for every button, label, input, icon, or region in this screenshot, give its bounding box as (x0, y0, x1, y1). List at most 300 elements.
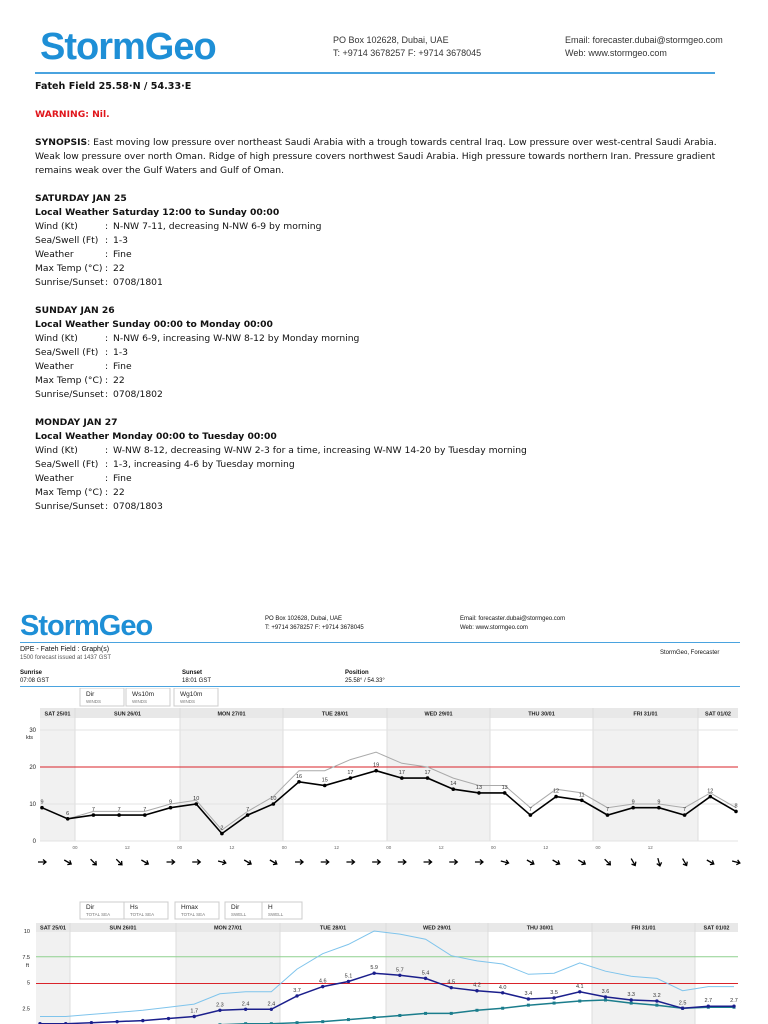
wind-dir-arrow-icon (577, 858, 586, 866)
forecast-row-sep: : (105, 487, 109, 498)
ws10m-point (40, 806, 44, 810)
hour-tick-label: 12 (438, 845, 444, 850)
hs-point (707, 1004, 710, 1007)
header-address-block (333, 34, 481, 60)
hs-point (732, 1004, 735, 1007)
hs-point (552, 996, 555, 999)
ws10m-point (529, 813, 533, 817)
swell-point (373, 1016, 376, 1019)
ws10m-point (323, 784, 327, 788)
forecast-row (35, 374, 735, 388)
sea-chart (0, 898, 768, 1024)
wind-dir-arrow-icon (140, 858, 149, 866)
data-label: 19 (373, 762, 380, 769)
page2-web[interactable]: Web: www.stormgeo.com (460, 625, 528, 631)
hs-point (270, 1008, 273, 1011)
legend-sub: TOTAL SEA (86, 912, 111, 917)
data-label: 2.7 (704, 998, 713, 1005)
swell-point (398, 1014, 401, 1017)
position-value: 25.58° / 54.33° (345, 678, 385, 684)
swell-point (553, 1002, 556, 1005)
data-label: 5.7 (396, 967, 404, 974)
wind-dir-arrow-icon (398, 860, 406, 865)
data-label: 12 (553, 788, 560, 795)
data-label: 2.7 (730, 998, 738, 1005)
ws10m-point (683, 813, 687, 817)
hs-point (167, 1017, 170, 1020)
graph-issued: 1500 forecast issued at 1437 GST (20, 655, 112, 661)
data-label: 9 (168, 799, 173, 806)
location-title: Fateh Field 25.58·N / 54.33·E (35, 81, 192, 92)
legend-sub: TOTAL SEA (130, 912, 155, 917)
swell-point (630, 1002, 633, 1005)
wind-dir-arrow-icon (603, 857, 612, 866)
position-label: Position (345, 670, 369, 676)
hs-point (450, 986, 453, 989)
swell-point (655, 1004, 658, 1007)
forecast-row (35, 486, 735, 500)
forecast-row (35, 472, 735, 486)
day-label: MON 27/01 (213, 925, 243, 932)
day-label: THU 30/01 (526, 925, 554, 932)
page2-email[interactable]: Email: forecaster.dubai@stormgeo.com (460, 616, 566, 622)
day-label: MON 27/01 (217, 711, 246, 718)
swell-point (578, 1000, 581, 1003)
hour-tick-label: 00 (281, 845, 287, 850)
hs-point (655, 999, 658, 1002)
day-title: SUNDAY JAN 26 (35, 305, 115, 316)
wind-dir-arrow-icon (321, 860, 329, 865)
sunset-label: Sunset (182, 670, 203, 676)
wind-dir-arrow-icon (243, 858, 252, 866)
day-shade (386, 923, 488, 1024)
data-label: 3.7 (293, 987, 301, 994)
forecast-row-label: Wind (Kt) (35, 445, 78, 456)
forecast-row-sep: : (105, 263, 109, 274)
hs-point (321, 985, 324, 988)
hs-point (681, 1007, 684, 1010)
day-label: SAT 25/01 (44, 711, 71, 718)
forecast-row-value: 22 (113, 263, 125, 274)
forecast-row (35, 458, 735, 472)
y-axis-label: ft (26, 963, 30, 970)
hour-tick-label: 12 (229, 845, 235, 850)
day-period: Local Weather Sunday 00:00 to Monday 00:00 (35, 319, 273, 330)
synopsis-text: : East moving low pressure over northeast Saudi Arabia with a trough towards central Iraq. Low pressure over west-central Saudi Arabia. Weak low pressure over north Oman. Ridge of high pressure covers northwest Saudi Arabia. High pressure towards northern Iran. Pressure gradient remains weak over the Gulf Waters and Gulf of Oman. (35, 137, 717, 176)
ws10m-point (554, 795, 558, 799)
forecast-row-sep: : (105, 347, 109, 358)
data-label: 8 (734, 803, 738, 810)
sunset-info (182, 669, 211, 685)
forecast-row-value: Fine (113, 473, 132, 484)
hour-tick-label: 00 (177, 845, 183, 850)
header-rule (35, 72, 715, 74)
hs-point (218, 1009, 221, 1012)
forecast-row-value: 0708/1801 (113, 277, 163, 288)
data-label: 2.4 (267, 1001, 276, 1008)
legend-name: Wg10m (180, 691, 203, 698)
y-tick-label: 7.5 (22, 954, 30, 961)
stormgeo-logo-page2: StormGeo (20, 610, 153, 642)
day-label: SAT 01/02 (703, 925, 730, 932)
y-axis-label: kts (26, 735, 34, 741)
day-label: SUN 26/01 (114, 711, 141, 718)
synopsis-label: SYNOPSIS (35, 137, 88, 148)
wind-dir-arrow-icon (551, 858, 560, 866)
warning-text: WARNING: Nil. (35, 109, 110, 120)
hour-tick-label: 00 (595, 845, 601, 850)
legend-name: Dir (231, 904, 240, 911)
forecast-row (35, 360, 735, 374)
y-tick-label: 0 (32, 839, 36, 845)
data-label: 17 (347, 770, 354, 777)
ws10m-point (272, 802, 276, 806)
ws10m-point (220, 832, 224, 836)
forecast-document (35, 80, 735, 514)
day-label: TUE 28/01 (321, 711, 349, 718)
ws10m-point (503, 791, 507, 795)
wind-dir-arrow-icon (217, 859, 226, 866)
day-block (35, 192, 735, 290)
day-shade (592, 923, 695, 1024)
ws10m-point (451, 787, 455, 791)
sunrise-label: Sunrise (20, 670, 43, 676)
hs-point (193, 1015, 196, 1018)
forecast-row-label: Wind (Kt) (35, 221, 78, 232)
position-info (345, 669, 385, 685)
day-title: MONDAY JAN 27 (35, 417, 118, 428)
forecast-row-label: Sunrise/Sunset (35, 501, 104, 512)
forecast-row (35, 262, 735, 276)
day-label: FRI 31/01 (633, 711, 658, 718)
data-label: 3.3 (627, 992, 636, 999)
swell-point (604, 999, 607, 1002)
y-tick-label: 20 (29, 765, 36, 771)
hs-point (347, 980, 350, 983)
swell-point (475, 1009, 478, 1012)
day-shade (40, 708, 75, 841)
data-label: 7 (91, 807, 95, 814)
sunrise-value: 07:08 GST (20, 678, 50, 684)
hour-tick-label: 00 (72, 845, 78, 850)
forecast-row-label: Weather (35, 361, 74, 372)
forecast-row-sep: : (105, 501, 109, 512)
sunrise-info (20, 669, 49, 685)
swell-point (527, 1004, 530, 1007)
wind-dir-arrow-icon (63, 858, 72, 866)
hs-point (295, 994, 298, 997)
y-tick-label: 30 (29, 728, 36, 734)
header-contact-block (565, 34, 723, 60)
data-label: 7 (246, 807, 250, 814)
data-label: 6 (66, 810, 70, 817)
header-phone: T: +9714 3678257 F: +9714 3678045 (333, 48, 482, 58)
data-label: 16 (295, 773, 303, 780)
wind-dir-arrow-icon (680, 857, 688, 866)
data-label: 11 (578, 792, 585, 799)
day-label: TUE 28/01 (319, 925, 347, 932)
legend-name: Hs (130, 904, 138, 911)
wind-dir-arrow-icon (372, 860, 380, 865)
forecast-row-sep: : (105, 221, 109, 232)
forecast-row-value: Fine (113, 361, 132, 372)
hs-point (629, 998, 632, 1001)
forecast-row-value: 22 (113, 375, 125, 386)
forecast-row (35, 388, 735, 402)
ws10m-point (708, 795, 712, 799)
data-label: 5.4 (421, 970, 430, 977)
day-period: Local Weather Monday 00:00 to Tuesday 00:00 (35, 431, 277, 442)
wind-dir-arrow-icon (629, 857, 637, 866)
forecast-row (35, 276, 735, 290)
data-label: 7 (605, 807, 610, 814)
hs-point (141, 1019, 144, 1022)
wind-dir-arrow-icon (449, 860, 457, 865)
ws10m-point (194, 802, 198, 806)
data-label: 4.1 (575, 983, 584, 990)
swell-point (347, 1018, 350, 1021)
forecast-row-sep: : (105, 375, 109, 386)
hs-point (115, 1020, 118, 1023)
forecast-row-sep: : (105, 445, 109, 456)
forecast-row-sep: : (105, 235, 109, 246)
data-label: 4.0 (498, 984, 507, 991)
forecast-row (35, 332, 735, 346)
info-rule (20, 686, 740, 687)
header-web[interactable]: Web: www.stormgeo.com (565, 48, 667, 58)
data-label: 10 (270, 796, 277, 802)
sunset-value: 18:01 GST (182, 678, 212, 684)
forecast-row (35, 500, 735, 514)
ws10m-point (117, 813, 121, 817)
data-label: 13 (501, 784, 508, 791)
ws10m-point (426, 776, 430, 780)
legend-name: Dir (86, 904, 95, 911)
forecast-row-value: 22 (113, 487, 125, 498)
legend-sub: WINDS (132, 699, 147, 704)
header-email[interactable]: Email: forecaster.dubai@stormgeo.com (565, 35, 723, 45)
data-label: 17 (398, 770, 405, 777)
data-label: 2.4 (241, 1001, 250, 1008)
data-label: 13 (475, 784, 483, 791)
forecast-row (35, 444, 735, 458)
wind-dir-arrow-icon (346, 860, 354, 865)
forecast-row-sep: : (105, 249, 109, 260)
forecast-row-label: Wind (Kt) (35, 333, 78, 344)
hs-point (527, 997, 530, 1000)
forecast-row-sep: : (105, 389, 109, 400)
data-label: 5.1 (344, 973, 353, 980)
y-tick-label: 2.5 (22, 1006, 30, 1013)
ws10m-point (349, 776, 353, 780)
forecast-row (35, 220, 735, 234)
page2-phone: T: +9714 3678257 F: +9714 3678045 (265, 625, 364, 631)
wind-dir-arrow-icon (38, 860, 46, 865)
swell-point (450, 1012, 453, 1015)
synopsis-paragraph (35, 136, 735, 178)
forecast-row-value: N-NW 6-9, increasing W-NW 8-12 by Monday morning (113, 333, 360, 344)
forecast-row-value: 0708/1803 (113, 501, 163, 512)
ws10m-point (246, 813, 250, 817)
data-label: 3.6 (601, 988, 610, 995)
forecast-row-label: Max Temp (°C) (35, 487, 103, 498)
day-label: SAT 25/01 (40, 925, 66, 932)
forecast-row-sep: : (105, 277, 109, 288)
hour-tick-label: 12 (124, 845, 130, 850)
data-label: 4.6 (318, 978, 327, 985)
forecast-row-label: Sea/Swell (Ft) (35, 235, 99, 246)
data-label: 5.9 (370, 965, 378, 972)
day-label: WED 29/01 (424, 711, 453, 718)
data-label: 3.5 (550, 989, 558, 996)
legend-name: Dir (86, 691, 95, 698)
forecast-row (35, 346, 735, 360)
data-label: 9 (40, 799, 44, 806)
hs-point (398, 974, 401, 977)
wind-dir-arrow-icon (192, 860, 200, 865)
data-label: 4.2 (473, 982, 481, 989)
hour-tick-label: 00 (490, 845, 496, 850)
forecast-row-value: 1-3 (113, 347, 129, 358)
header-address: PO Box 102628, Dubai, UAE (333, 35, 449, 45)
ws10m-point (606, 813, 610, 817)
data-label: 2.5 (678, 1000, 687, 1007)
ws10m-point (580, 799, 584, 803)
forecast-row-value: W-NW 8-12, decreasing W-NW 2-3 for a time, increasing W-NW 14-20 by Tuesday morning (113, 445, 527, 456)
ws10m-point (400, 776, 404, 780)
forecast-row-value: 1-3, increasing 4-6 by Tuesday morning (113, 459, 295, 470)
y-tick-label: 10 (29, 802, 36, 808)
day-shade (593, 708, 698, 841)
forecast-row-label: Weather (35, 473, 74, 484)
forecast-row-label: Weather (35, 249, 74, 260)
day-shade (36, 923, 70, 1024)
hour-tick-label: 00 (386, 845, 392, 850)
data-label: 7 (143, 807, 147, 814)
legend-name: Ws10m (132, 691, 155, 698)
wind-dir-arrow-icon (655, 857, 662, 866)
data-label: 7 (528, 807, 532, 814)
forecast-row-sep: : (105, 333, 109, 344)
data-label: 12 (707, 788, 714, 795)
wind-dir-arrow-icon (89, 857, 98, 866)
day-label: THU 30/01 (528, 711, 555, 718)
hs-point (372, 972, 375, 975)
forecast-row-value: 0708/1802 (113, 389, 163, 400)
data-label: 2.3 (216, 1002, 224, 1009)
day-shade (180, 708, 283, 841)
day-block (35, 304, 735, 402)
wind-dir-arrow-icon (731, 859, 740, 866)
page2-contact-block (460, 615, 565, 633)
forecast-row-sep: : (105, 459, 109, 470)
wind-dir-arrow-icon (475, 860, 483, 865)
forecast-row-sep: : (105, 361, 109, 372)
page2-address: PO Box 102628, Dubai, UAE (265, 616, 343, 622)
wind-dir-arrow-icon (167, 860, 175, 865)
swell-point (321, 1020, 324, 1023)
ws10m-point (169, 806, 173, 810)
forecast-row-label: Sunrise/Sunset (35, 277, 104, 288)
wind-chart (0, 688, 768, 868)
forecast-row (35, 234, 735, 248)
wind-dir-arrow-icon (115, 857, 124, 866)
data-label: 7 (117, 807, 121, 814)
hs-point (578, 990, 581, 993)
data-label: 7 (683, 807, 687, 814)
ws10m-point (734, 810, 738, 814)
wind-dir-arrow-icon (295, 860, 303, 865)
day-block (35, 416, 735, 514)
hs-point (244, 1008, 247, 1011)
ws10m-point (374, 769, 378, 773)
data-label: 15 (321, 777, 328, 784)
hour-tick-label: 12 (543, 845, 549, 850)
forecast-row-label: Max Temp (°C) (35, 263, 103, 274)
ws10m-point (92, 813, 96, 817)
day-label: SAT 01/02 (705, 711, 731, 718)
y-tick-label: 10 (23, 929, 30, 935)
hs-point (604, 995, 607, 998)
forecast-row-sep: : (105, 473, 109, 484)
legend-sub: SWELL (231, 912, 247, 917)
forecast-row-label: Max Temp (°C) (35, 375, 103, 386)
day-label: WED 29/01 (422, 925, 452, 932)
forecast-row-value: N-NW 7-11, decreasing N-NW 6-9 by morning (113, 221, 322, 232)
legend-name: Hmax (181, 904, 198, 911)
legend-sub: SWELL (268, 912, 284, 917)
forecast-row (35, 248, 735, 262)
swell-point (501, 1007, 504, 1010)
daily-forecasts (35, 192, 735, 514)
y-tick-label: 5 (26, 980, 30, 987)
data-label: 1.7 (190, 1008, 199, 1015)
legend-name: H (268, 904, 273, 911)
forecast-row-value: 1-3 (113, 235, 129, 246)
forecast-row-value: Fine (113, 249, 132, 260)
day-label: SUN 26/01 (109, 925, 137, 932)
ws10m-point (477, 791, 481, 795)
wind-dir-arrow-icon (500, 859, 509, 866)
data-label: 10 (193, 796, 200, 802)
data-label: 3.2 (653, 993, 661, 1000)
ws10m-point (297, 780, 301, 784)
data-label: 9 (657, 799, 661, 806)
wind-dir-arrow-icon (526, 858, 535, 866)
data-label: 3.4 (524, 990, 533, 997)
legend-sub: TOTAL SEA (181, 912, 206, 917)
stormgeo-logo: StormGeo (40, 26, 216, 68)
day-period: Local Weather Saturday 12:00 to Sunday 00:00 (35, 207, 280, 218)
graph-forecaster: StormGeo, Forecaster (660, 650, 720, 656)
day-title: SATURDAY JAN 25 (35, 193, 127, 204)
page2-address-block (265, 615, 364, 633)
hs-point (475, 989, 478, 992)
wind-dir-arrow-icon (424, 860, 432, 865)
data-label: 14 (450, 781, 457, 788)
hour-tick-label: 12 (647, 845, 653, 850)
data-label: 2 (220, 825, 224, 832)
ws10m-point (143, 813, 147, 817)
hour-tick-label: 12 (333, 845, 340, 850)
legend-sub: WINDS (86, 699, 101, 704)
hs-point (501, 991, 504, 994)
forecast-row-label: Sunrise/Sunset (35, 389, 104, 400)
hs-point (424, 977, 427, 980)
data-label: 9 (631, 799, 635, 806)
forecast-row-label: Sea/Swell (Ft) (35, 347, 99, 358)
graph-title: DPE - Fateh Field : Graph(s) (20, 646, 110, 653)
